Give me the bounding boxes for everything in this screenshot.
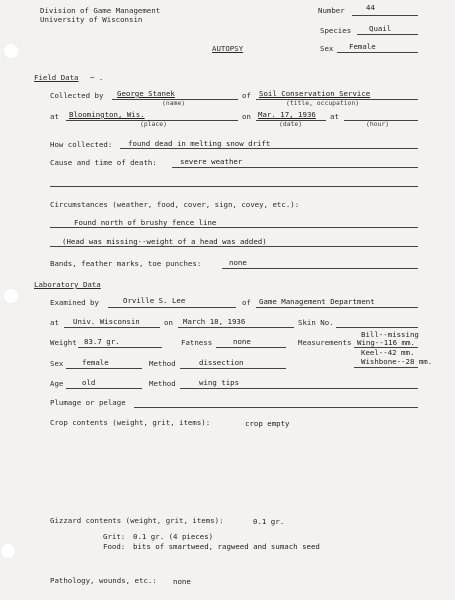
how-collected-line xyxy=(120,148,418,149)
measurements-label: Measurements xyxy=(298,338,352,347)
university-name: University of Wisconsin xyxy=(40,15,143,24)
method2-value: wing tips xyxy=(199,378,240,387)
species-value: Quail xyxy=(369,24,392,33)
wing-value: Wing--116 mm. xyxy=(357,338,415,347)
method-value: dissection xyxy=(199,358,244,367)
punch-hole-middle xyxy=(3,288,19,304)
field-data-heading: Field Data xyxy=(34,73,79,82)
examined-by-value: Orville S. Lee xyxy=(123,296,186,305)
bands-line xyxy=(222,268,418,269)
circumstances-value-2: (Head was missing--weight of a head was added) xyxy=(62,237,267,246)
cause-label: Cause and time of death: xyxy=(50,158,157,167)
name-caption: (name) xyxy=(162,99,186,107)
gizzard-label: Gizzard contents (weight, grit, items): xyxy=(50,516,224,525)
field-of-label: of xyxy=(242,91,251,100)
fatness-value: none xyxy=(233,337,251,346)
plumage-line xyxy=(134,407,418,408)
lab-of-label: of xyxy=(242,298,251,307)
circumstances-value-1: Found north of brushy fence line xyxy=(74,218,217,227)
number-line xyxy=(352,15,418,16)
place-value: Bloomington, Wis. xyxy=(69,110,145,119)
fatness-label: Fatness xyxy=(181,338,213,347)
food-label: Food: xyxy=(103,542,126,551)
collected-by-value: George Stanek xyxy=(117,89,175,98)
lab-date-value: March 18, 1936 xyxy=(183,317,246,326)
crop-value: crop empty xyxy=(245,419,290,428)
gizzard-value: 0.1 gr. xyxy=(253,517,285,526)
food-value: bits of smartweed, ragweed and sumach seed xyxy=(133,542,320,551)
dept-value: Game Management Department xyxy=(259,297,375,306)
wishbone-value: Wishbone--28 mm. xyxy=(361,357,433,366)
lab-date-line xyxy=(178,327,294,328)
examined-by-label: Examined by xyxy=(50,298,99,307)
date-caption: (date) xyxy=(279,120,303,128)
sex-label: Sex xyxy=(320,44,334,53)
pathology-label: Pathology, wounds, etc.: xyxy=(50,576,157,585)
method-label: Method xyxy=(149,359,176,368)
circumstances-line-2 xyxy=(50,246,418,247)
examined-by-line xyxy=(108,307,236,308)
division-name: Division of Game Management xyxy=(40,6,161,15)
crop-label: Crop contents (weight, grit, items): xyxy=(50,418,211,427)
cause-value: severe weather xyxy=(180,157,243,166)
cause-extra-line xyxy=(50,186,418,187)
weight-label: Weight xyxy=(50,338,77,347)
weight-value: 83.7 gr. xyxy=(84,337,120,346)
keel-value: Keel--42 mm. xyxy=(361,348,415,357)
punch-hole-bottom xyxy=(0,543,16,559)
lab-sex-value: female xyxy=(82,358,109,367)
place-caption: (place) xyxy=(140,120,167,128)
sex-line xyxy=(337,52,418,53)
lab-place-value: Univ. Wisconsin xyxy=(73,317,140,326)
date-value: Mar. 17, 1936 xyxy=(258,110,316,119)
lab-at-label: at xyxy=(50,318,59,327)
how-collected-value: found dead in melting snow drift xyxy=(128,139,271,148)
grit-value: 0.1 gr. (4 pieces) xyxy=(133,532,214,541)
title-caption: (title, occupation) xyxy=(286,99,360,107)
field-on-label: on xyxy=(242,112,251,121)
field-data-mark: ~ . xyxy=(90,73,104,82)
wishbone-line xyxy=(354,367,418,368)
how-collected-label: How collected: xyxy=(50,140,113,149)
cause-line xyxy=(172,167,418,168)
collected-by-label: Collected by xyxy=(50,91,104,100)
number-value: 44 xyxy=(366,3,375,12)
skin-no-line xyxy=(336,327,418,328)
method2-label: Method xyxy=(149,379,176,388)
bands-label: Bands, feather marks, toe punches: xyxy=(50,259,202,268)
method2-line xyxy=(180,388,418,389)
bands-value: none xyxy=(229,258,247,267)
dept-line xyxy=(256,307,418,308)
org-value: Soil Conservation Service xyxy=(259,89,371,98)
punch-hole-top xyxy=(3,43,19,59)
hour-caption: (hour) xyxy=(366,120,390,128)
field-at-label: at xyxy=(50,112,59,121)
grit-label: Grit: xyxy=(103,532,126,541)
form-title: AUTOPSY xyxy=(212,44,244,53)
lab-data-heading: Laboratory Data xyxy=(34,280,101,289)
plumage-label: Plumage or pelage xyxy=(50,398,126,407)
lab-sex-label: Sex xyxy=(50,359,64,368)
pathology-value: none xyxy=(173,577,191,586)
lab-sex-line xyxy=(66,368,142,369)
method-line xyxy=(180,368,286,369)
species-label: Species xyxy=(320,26,352,35)
age-label: Age xyxy=(50,379,64,388)
number-label: Number xyxy=(318,6,345,15)
circumstances-label: Circumstances (weather, food, cover, sign, covey, etc.): xyxy=(50,200,300,209)
skin-no-label: Skin No. xyxy=(298,318,334,327)
lab-place-line xyxy=(64,327,160,328)
weight-line xyxy=(78,347,162,348)
circumstances-line-1 xyxy=(50,227,418,228)
sex-value: Female xyxy=(349,42,376,51)
field-at2-label: at xyxy=(330,112,339,121)
bill-value: Bill--missing xyxy=(361,330,419,339)
species-line xyxy=(357,34,418,35)
fatness-line xyxy=(216,347,286,348)
age-value: old xyxy=(82,378,96,387)
age-line xyxy=(66,388,142,389)
lab-on-label: on xyxy=(164,318,173,327)
